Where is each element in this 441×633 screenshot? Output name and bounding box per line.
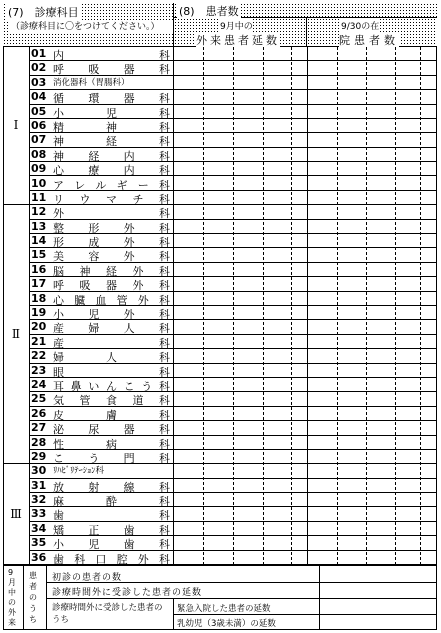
inpatient-header bbox=[307, 18, 437, 47]
dept-name-char: 器 bbox=[123, 423, 135, 437]
dept-name-char: 科 bbox=[158, 523, 170, 537]
group-label: Ⅰ bbox=[13, 118, 19, 133]
roman-divider bbox=[29, 47, 30, 565]
footer-divider bbox=[23, 566, 24, 630]
dept-name-char: ル bbox=[95, 178, 107, 192]
dept-number: 30 bbox=[31, 464, 47, 478]
dept-name-char: 科 bbox=[158, 178, 170, 192]
footer-side-label: 9月中の外来 bbox=[8, 568, 16, 627]
dept-name-char: 心 bbox=[53, 164, 64, 178]
dept-number: 01 bbox=[31, 47, 47, 60]
group-label: Ⅱ bbox=[11, 326, 21, 341]
patients-title: (8) 患者数 bbox=[179, 5, 239, 18]
dept-name-char: 呼 bbox=[53, 63, 64, 77]
footer-hline bbox=[46, 598, 437, 599]
dept-name-char: 科 bbox=[158, 322, 170, 336]
dept-name-char: 歯 bbox=[123, 523, 135, 537]
dept-name-char: レ bbox=[74, 178, 86, 192]
dept-name-char: 道 bbox=[132, 394, 144, 408]
dept-name-char: 科 bbox=[158, 149, 170, 163]
dept-number: 31 bbox=[31, 478, 47, 492]
dept-name-char: 泌 bbox=[53, 423, 64, 437]
dept-name-char: チ bbox=[132, 192, 144, 206]
dept-name-char: 眼 bbox=[53, 365, 64, 379]
digit-divider bbox=[203, 47, 204, 565]
dept-name-char: こ bbox=[123, 379, 135, 393]
dept-number: 11 bbox=[31, 190, 47, 204]
patients-header bbox=[174, 3, 437, 18]
dept-note: （診療科目に〇をつけてください。） bbox=[9, 21, 173, 33]
dept-name-char: 科 bbox=[158, 293, 170, 307]
dept-name-char: 産 bbox=[53, 322, 64, 336]
dept-name-char: 食 bbox=[106, 394, 117, 408]
footer-divider bbox=[319, 566, 320, 630]
infants-label: 乳幼児（3歳未満）の延数 bbox=[177, 619, 276, 629]
dept-name-char: 科 bbox=[158, 379, 170, 393]
dept-name-char: 気 bbox=[53, 394, 64, 408]
dept-name-char: 科 bbox=[158, 538, 170, 552]
dept-name-char: マ bbox=[106, 192, 117, 206]
dept-name-char: 器 bbox=[106, 279, 117, 293]
dept-name-char: 性 bbox=[53, 437, 64, 451]
dept-name-char: 外 bbox=[137, 293, 149, 307]
dept-name-char: 科 bbox=[158, 451, 170, 465]
dept-title: (7) 診療科目 bbox=[8, 6, 79, 19]
dept-name-char: 正 bbox=[88, 523, 100, 537]
dept-name-char: 歯 bbox=[53, 552, 64, 566]
dept-name-char: 内 bbox=[123, 149, 135, 163]
dept-name-char: 環 bbox=[88, 92, 100, 106]
digit-divider bbox=[337, 47, 338, 565]
dept-name-char: 循 bbox=[53, 92, 64, 106]
dept-number: 21 bbox=[31, 334, 47, 348]
dept-number: 02 bbox=[31, 61, 47, 75]
dept-number: 29 bbox=[31, 449, 47, 463]
group-divider bbox=[3, 463, 30, 464]
dept-name-char: い bbox=[88, 379, 100, 393]
dept-name-char: 器 bbox=[123, 92, 135, 106]
footer-sub-label: 患者のうち bbox=[29, 571, 37, 624]
dept-name-char: 放 bbox=[53, 480, 64, 494]
dept-name-char: 外 bbox=[123, 250, 135, 264]
dept-name-char: 科 bbox=[158, 552, 170, 566]
dept-name-char: 外 bbox=[137, 552, 149, 566]
dept-name-char: 婦 bbox=[88, 322, 100, 336]
dept-name-char: 児 bbox=[106, 106, 117, 120]
dept-name-char: 線 bbox=[123, 480, 135, 494]
dept-name-char: ん bbox=[105, 379, 117, 393]
dept-number: 14 bbox=[31, 234, 47, 248]
dept-number: 07 bbox=[31, 133, 47, 147]
dept-name-char: 科 bbox=[158, 221, 170, 235]
dept-name-char: 吸 bbox=[79, 279, 91, 293]
dept-name-char: 腔 bbox=[116, 552, 128, 566]
dept-name-char: 経 bbox=[106, 264, 117, 278]
dept-name-char: 小 bbox=[53, 106, 64, 120]
dept-name-char: 管 bbox=[116, 293, 128, 307]
dept-name-char: 歯 bbox=[53, 509, 64, 523]
dept-name-char: 神 bbox=[53, 149, 64, 163]
dept-number: 28 bbox=[31, 435, 47, 449]
dept-number: 24 bbox=[31, 377, 47, 391]
footer-hline bbox=[173, 614, 437, 615]
inpatient-line2: 院患者数 bbox=[339, 34, 399, 47]
dept-name-char: 口 bbox=[95, 552, 107, 566]
dept-name-char: 科 bbox=[159, 365, 170, 379]
dept-name-char: 科 bbox=[158, 250, 170, 264]
dept-name-char: 容 bbox=[88, 250, 100, 264]
dept-number: 09 bbox=[31, 162, 47, 176]
dept-name-char: 科 bbox=[159, 264, 170, 278]
dept-name-char: ー bbox=[137, 178, 149, 192]
dept-name-char: 尿 bbox=[88, 423, 100, 437]
digit-divider bbox=[395, 47, 396, 565]
dept-name bbox=[53, 76, 170, 88]
after-hours-sub-label: 診療時間外に受診した患者のうち bbox=[52, 603, 163, 625]
dept-name-char: 成 bbox=[88, 236, 100, 250]
dept-number: 18 bbox=[31, 291, 47, 305]
initial-visits-label: 初診の患者の数 bbox=[52, 573, 123, 583]
digit-divider bbox=[366, 47, 367, 565]
dept-name-char: 外 bbox=[123, 308, 135, 322]
dept-name-char: 膚 bbox=[106, 408, 117, 422]
dept-name-char: 科 bbox=[159, 49, 170, 62]
dept-name-char: 鼻 bbox=[70, 379, 82, 393]
dept-name-char: 科 bbox=[159, 279, 170, 293]
dept-name-char: 科 bbox=[159, 135, 170, 149]
dept-name-char: 外 bbox=[123, 236, 135, 250]
patients-divider bbox=[307, 47, 308, 565]
dept-name-char: 科 bbox=[158, 308, 170, 322]
dept-header bbox=[3, 3, 174, 47]
dept-name-char: 児 bbox=[88, 308, 100, 322]
dept-name-char: 科 bbox=[158, 236, 170, 250]
dept-name-char: 麻 bbox=[53, 495, 64, 509]
dept-name-char: 内 bbox=[123, 164, 135, 178]
after-hours-label: 診療時間外に受診した患者の延数 bbox=[52, 588, 203, 598]
dept-name-char: 形 bbox=[53, 236, 64, 250]
dept-name-char: ア bbox=[53, 178, 64, 192]
digit-divider bbox=[263, 47, 264, 565]
dept-number: 20 bbox=[31, 320, 47, 334]
dept-name-char: 科 bbox=[159, 394, 170, 408]
dept-name-char: リ bbox=[53, 192, 64, 206]
dept-name-char: ﾘﾊﾋﾞﾘﾃｰｼｮﾝ科 bbox=[53, 466, 105, 477]
dept-name-char: 児 bbox=[88, 538, 100, 552]
dept-number: 19 bbox=[31, 306, 47, 320]
digit-divider bbox=[291, 47, 292, 565]
dept-number: 06 bbox=[31, 118, 47, 132]
outpatient-header bbox=[174, 18, 307, 47]
dept-number: 03 bbox=[31, 75, 47, 89]
dept-number: 34 bbox=[31, 521, 47, 535]
dept-name-char: 科 bbox=[158, 164, 170, 178]
dept-name-char: 科 bbox=[159, 437, 170, 451]
dept-name-char: 神 bbox=[106, 120, 117, 134]
dept-name-char: こ bbox=[53, 451, 64, 465]
dept-name-char: 耳 bbox=[53, 379, 64, 393]
dept-name-char: 臓 bbox=[74, 293, 86, 307]
dept-name-char: 科 bbox=[158, 92, 170, 106]
dept-number: 35 bbox=[31, 536, 47, 550]
dept-name-char: 病 bbox=[106, 437, 117, 451]
dept-name-char: 経 bbox=[88, 149, 100, 163]
dept-number: 12 bbox=[31, 205, 47, 219]
dept-name-char: 外 bbox=[132, 279, 144, 293]
dept-name-char: う bbox=[88, 451, 100, 465]
outpatient-line2: 外来患者延数 bbox=[196, 34, 280, 47]
dept-name-char: 科 bbox=[159, 351, 170, 365]
dept-number: 15 bbox=[31, 248, 47, 262]
dept-name-char: 科 bbox=[159, 207, 170, 221]
dept-name-char: 外 bbox=[53, 207, 64, 221]
dept-name-char: 神 bbox=[79, 264, 91, 278]
dept-name-char: 形 bbox=[88, 221, 100, 235]
dept-number: 26 bbox=[31, 406, 47, 420]
group-label: Ⅲ bbox=[10, 506, 22, 521]
dept-number: 22 bbox=[31, 349, 47, 363]
dept-number: 04 bbox=[31, 90, 47, 104]
dept-number: 36 bbox=[31, 550, 47, 564]
dept-number: 13 bbox=[31, 219, 47, 233]
dept-name-char: 心 bbox=[53, 293, 64, 307]
group-divider bbox=[3, 204, 30, 205]
dept-number: 16 bbox=[31, 262, 47, 276]
dept-name-char: 療 bbox=[88, 164, 100, 178]
dept-name-char: 酔 bbox=[106, 495, 117, 509]
dept-name-char: 精 bbox=[53, 120, 64, 134]
dept-number: 08 bbox=[31, 147, 47, 161]
dept-number: 17 bbox=[31, 277, 47, 291]
dept-name-char: 科 bbox=[159, 106, 170, 120]
emergency-admit-label: 緊急入院した患者の延数 bbox=[177, 604, 271, 614]
dept-number: 32 bbox=[31, 493, 47, 507]
dept-name-char: 射 bbox=[88, 480, 100, 494]
dept-name-char: 婦 bbox=[53, 351, 64, 365]
dept-name-char: 科 bbox=[159, 408, 170, 422]
dept-number: 25 bbox=[31, 392, 47, 406]
dept-name-char: 呼 bbox=[53, 279, 64, 293]
dept-name-char: 神 bbox=[53, 135, 64, 149]
dept-divider bbox=[173, 47, 174, 565]
dept-name-char: 美 bbox=[53, 250, 64, 264]
dept-name-char: 産 bbox=[53, 336, 64, 350]
outpatient-line1: 9月中の bbox=[220, 19, 253, 32]
dept-name-char: 外 bbox=[123, 221, 135, 235]
dept-name-char: 管 bbox=[79, 394, 91, 408]
dept-name-char: 科 bbox=[158, 480, 170, 494]
dept-name-char: 科 bbox=[159, 509, 170, 523]
dept-number: 23 bbox=[31, 363, 47, 377]
inpatient-line1: 9/30の在 bbox=[341, 19, 379, 32]
dept-name-char: 科 bbox=[159, 120, 170, 134]
dept-name-char: 整 bbox=[53, 221, 64, 235]
dept-number: 33 bbox=[31, 507, 47, 521]
dept-name bbox=[53, 464, 170, 476]
dept-number: 10 bbox=[31, 176, 47, 190]
dept-name-char: 小 bbox=[53, 538, 64, 552]
dept-name-char: 科 bbox=[159, 495, 170, 509]
dept-name-char: 科 bbox=[159, 192, 170, 206]
dept-number: 05 bbox=[31, 104, 47, 118]
dept-name-char: 歯 bbox=[123, 538, 135, 552]
digit-divider bbox=[233, 47, 234, 565]
dept-name-char: う bbox=[141, 379, 153, 393]
dept-name-char: 消化器科（胃腸科） bbox=[53, 77, 130, 88]
dept-name-char: 皮 bbox=[53, 408, 64, 422]
dept-name-char: 門 bbox=[123, 451, 135, 465]
dept-name-char: 科 bbox=[158, 423, 170, 437]
dept-name-char: 経 bbox=[106, 135, 117, 149]
dept-name-char: 科 bbox=[74, 552, 86, 566]
dept-name-char: 脳 bbox=[53, 264, 64, 278]
dept-name-char: 矯 bbox=[53, 523, 64, 537]
digit-divider bbox=[420, 47, 421, 565]
dept-name-char: 小 bbox=[53, 308, 64, 322]
dept-name-char: 人 bbox=[123, 322, 135, 336]
dept-number: 27 bbox=[31, 421, 47, 435]
footer-section bbox=[3, 565, 437, 630]
dept-name-char: 内 bbox=[53, 49, 64, 62]
dept-name-char: 外 bbox=[132, 264, 144, 278]
dept-name-char: ウ bbox=[79, 192, 91, 206]
footer-hline bbox=[46, 582, 437, 583]
dept-name-char: 人 bbox=[106, 351, 117, 365]
dept-name-char: ギ bbox=[116, 178, 128, 192]
dept-name-char: 科 bbox=[159, 336, 170, 350]
dept-name-char: 器 bbox=[123, 63, 135, 77]
dept-name-char: 科 bbox=[158, 63, 170, 77]
dept-name-char: 血 bbox=[95, 293, 107, 307]
dept-name-char: 吸 bbox=[88, 63, 100, 77]
